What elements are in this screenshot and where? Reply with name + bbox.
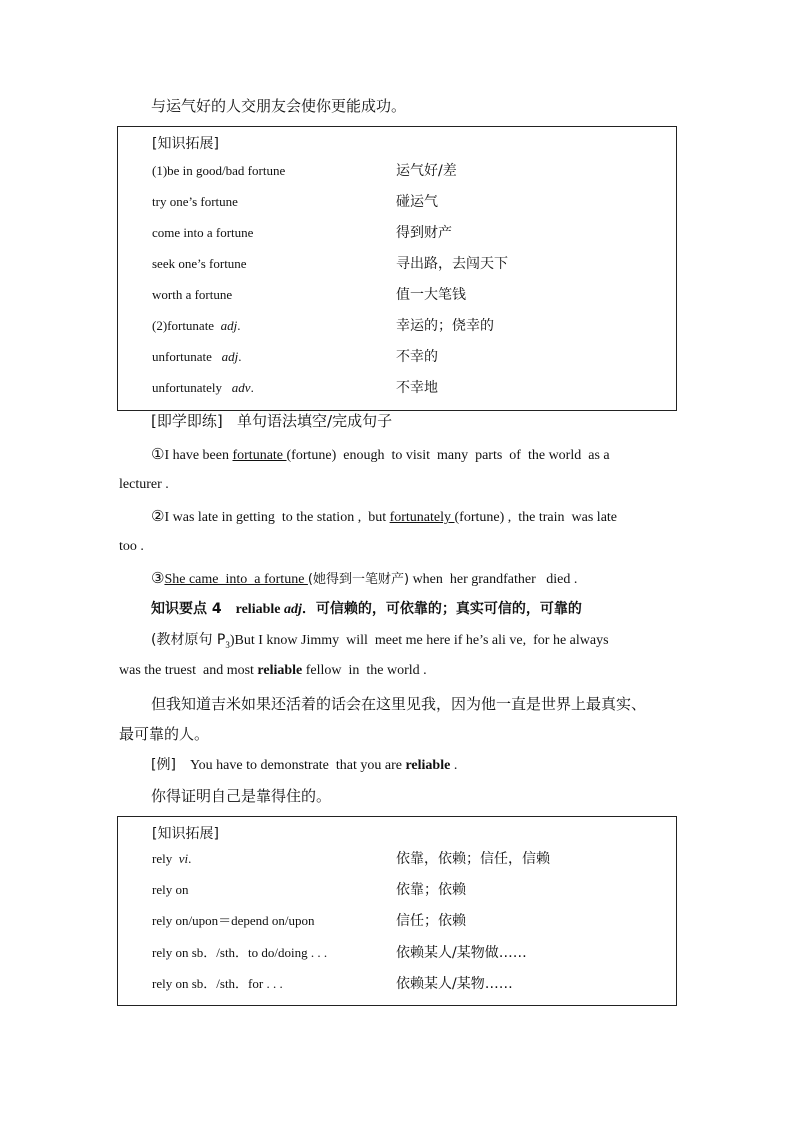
practice-label: [即学即练]: [151, 412, 223, 430]
phrase-cn: 幸运的；侥幸的: [396, 318, 494, 334]
practice-heading: [151, 411, 392, 431]
part-of-speech: adv: [231, 380, 251, 395]
question-2-cont: too .: [119, 539, 144, 554]
knowledge-box-fortune: [117, 126, 677, 411]
source-text: was the truest and most: [119, 663, 258, 678]
question-2: [151, 506, 617, 528]
point-meaning: ．可信赖的，可依靠的；真实可信的，可靠的: [301, 601, 582, 617]
phrase-en: [152, 848, 191, 870]
phrase-cn: 得到财产: [396, 225, 452, 241]
phrase-cn: 信任；依赖: [396, 913, 466, 929]
phrase-cn: 不幸地: [396, 380, 438, 396]
answer: She came into a fortune: [164, 572, 308, 587]
box-title: [知识拓展]: [152, 136, 219, 152]
punct: .: [238, 349, 242, 364]
source-translation-cont: 最可靠的人。: [119, 725, 210, 743]
phrase-cn: 值一大笔钱: [396, 287, 466, 303]
example-label: [例]: [151, 757, 176, 773]
word: (2)fortunate: [152, 318, 221, 333]
example-text: You have to demonstrate that you are: [189, 758, 406, 773]
question-3: [151, 568, 577, 590]
phrase-en: [152, 377, 254, 399]
practice-type: 单句语法填空/完成句子: [237, 412, 393, 430]
phrase-en: worth a fortune: [152, 287, 233, 302]
box-title: [知识拓展]: [152, 826, 219, 842]
phrase-cn: 依靠；依赖: [396, 882, 466, 898]
question-hint: (她得到一笔财产): [307, 572, 410, 587]
point-heading: [151, 599, 582, 620]
punct: .: [188, 851, 192, 866]
question-text: (fortune) enough to visit many parts of the world as a: [286, 448, 610, 463]
part-of-speech: adj: [283, 602, 302, 617]
phrase-en: (1)be in good/bad fortune: [152, 163, 286, 178]
punct: .: [250, 380, 254, 395]
phrase-en: try one’s fortune: [152, 194, 238, 209]
source-label: (教材原句 P: [151, 632, 226, 648]
point-label: 知识要点 4: [151, 601, 222, 617]
punct: .: [237, 318, 241, 333]
answer: fortunate: [232, 448, 287, 463]
part-of-speech: adj: [220, 318, 238, 333]
source-text: )But I know Jimmy will meet me here if he’s ali ve, for he always: [229, 633, 609, 648]
phrase-en: rely on/upon＝depend on/upon: [152, 913, 315, 928]
point-word: reliable: [235, 602, 281, 617]
phrase-cn: 不幸的: [396, 349, 438, 365]
knowledge-box-rely: [117, 816, 677, 1006]
word: rely: [152, 851, 179, 866]
phrase-en: rely on sb．/sth．for . . .: [152, 976, 283, 991]
keyword: reliable: [405, 758, 451, 773]
phrase-en: rely on: [152, 882, 189, 897]
phrase-en: rely on sb．/sth．to do/doing . . .: [152, 945, 328, 960]
example-sentence: [151, 755, 457, 776]
word: unfortunate: [152, 349, 222, 364]
question-number: ②: [151, 507, 165, 525]
keyword: reliable: [257, 663, 303, 678]
intro-translation: 与运气好的人交朋友会使你更能成功。: [151, 97, 407, 115]
question-number: ①: [151, 445, 165, 463]
phrase-en: come into a fortune: [152, 225, 254, 240]
phrase-cn: 依赖某人/某物做……: [396, 945, 527, 961]
phrase-cn: 寻出路，去闯天下: [396, 256, 508, 272]
phrase-en: seek one’s fortune: [152, 256, 247, 271]
source-sentence: [151, 630, 609, 655]
question-1: [151, 444, 674, 466]
source-translation: 但我知道吉米如果还活着的话会在这里见我，因为他一直是世界上最真实、: [151, 695, 647, 713]
part-of-speech: adj: [221, 349, 239, 364]
question-1-cont: lecturer .: [119, 477, 169, 492]
page-subscript: 3: [225, 639, 230, 650]
word: unfortunately: [152, 380, 232, 395]
phrase-cn: 依靠，依赖；信任，信赖: [396, 851, 550, 867]
phrase-cn: 依赖某人/某物……: [396, 976, 513, 992]
question-text: I have been: [164, 448, 233, 463]
source-sentence-cont: [119, 661, 427, 681]
phrase-en: [152, 346, 242, 368]
phrase-cn: 碰运气: [396, 194, 438, 210]
phrase-en: [152, 315, 240, 337]
question-text: (fortune) , the train was late: [454, 510, 618, 525]
question-text: when her grandfather died .: [409, 572, 578, 587]
example-translation: 你得证明自己是靠得住的。: [151, 787, 332, 805]
source-text: fellow in the world .: [302, 663, 427, 678]
question-number: ③: [151, 569, 165, 587]
answer: fortunately: [389, 510, 455, 525]
part-of-speech: vi: [178, 851, 189, 866]
phrase-cn: 运气好/差: [396, 163, 457, 179]
question-text: I was late in getting to the station , but: [164, 510, 390, 525]
example-text: .: [450, 758, 458, 773]
